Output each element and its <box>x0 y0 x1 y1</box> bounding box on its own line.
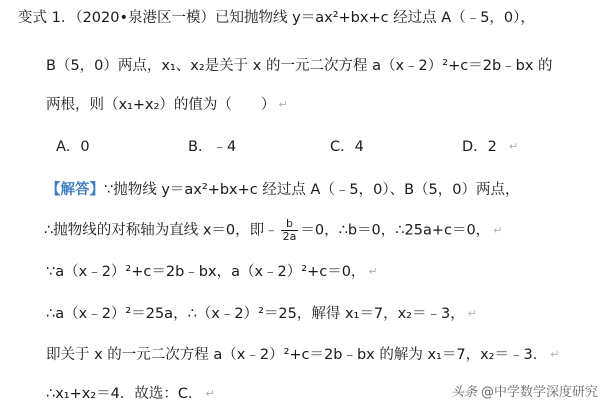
option-d: D．2 <box>462 139 497 155</box>
solution-line-6 <box>46 384 215 404</box>
paragraph-mark-icon: ↵ <box>493 223 503 237</box>
paragraph-mark-icon: ↵ <box>368 265 378 278</box>
fraction-b-over-2a <box>281 218 299 243</box>
paragraph-mark-icon: ↵ <box>278 98 288 111</box>
option-b: B．﹣4 <box>188 139 237 155</box>
problem-line-1 <box>18 8 535 28</box>
paragraph-mark-icon: ↵ <box>550 348 560 361</box>
paragraph-mark-icon: ↵ <box>467 307 477 320</box>
watermark <box>451 381 598 400</box>
solution-text-6: ∴x₁+x₂＝4．故选：C． <box>46 386 203 402</box>
fraction-denominator: 2a <box>282 230 297 243</box>
solution-line-5 <box>46 345 559 365</box>
problem-text-1: 变式 1．（2020•泉港区一模）已知抛物线 y＝ax²+bx+c 经过点 A（﹣5，0）， <box>18 10 535 26</box>
solution-text-3: ∵a（x﹣2）²+c＝2b﹣bx，a（x﹣2）²+c＝0， <box>46 264 366 280</box>
problem-line-2 <box>46 56 553 76</box>
solution-line-3 <box>46 262 378 282</box>
watermark-prefix: 头条 <box>450 385 477 400</box>
solution-text-2b: ＝0，∴b＝0，∴25a+c＝0， <box>300 222 491 239</box>
problem-text-2: B（5，0）两点，x₁、x₂是关于 x 的一元二次方程 a（x﹣2）²+c＝2b﹣bx 的 <box>46 58 553 74</box>
option-a: A．0 <box>56 139 90 155</box>
problem-text-3: 两根，则（x₁+x₂）的值为（ ） <box>46 97 276 113</box>
solution-line-4 <box>46 304 477 324</box>
paragraph-mark-icon: ↵ <box>509 140 519 153</box>
watermark-handle: @中学数学深度研究 <box>480 385 598 400</box>
option-c: C．4 <box>330 139 364 155</box>
solution-line-2 <box>44 218 502 243</box>
problem-line-3 <box>46 95 288 115</box>
paragraph-mark-icon: ↵ <box>205 387 215 400</box>
answer-label: 【解答】 <box>46 182 104 198</box>
solution-text-5: 即关于 x 的一元二次方程 a（x﹣2）²+c＝2b﹣bx 的解为 x₁＝7，x₂＝﹣3． <box>46 347 548 363</box>
solution-text-4: ∴a（x﹣2）²＝25a，∴（x﹣2）²＝25，解得 x₁＝7，x₂＝﹣3， <box>46 306 465 322</box>
solution-text-1: ∵抛物线 y＝ax²+bx+c 经过点 A（﹣5，0）、B（5，0）两点， <box>104 182 520 198</box>
fraction-numerator: b <box>281 218 299 231</box>
solution-text-2a: ∴抛物线的对称轴为直线 x＝0，即﹣ <box>44 222 279 239</box>
solution-line-1 <box>46 180 520 200</box>
